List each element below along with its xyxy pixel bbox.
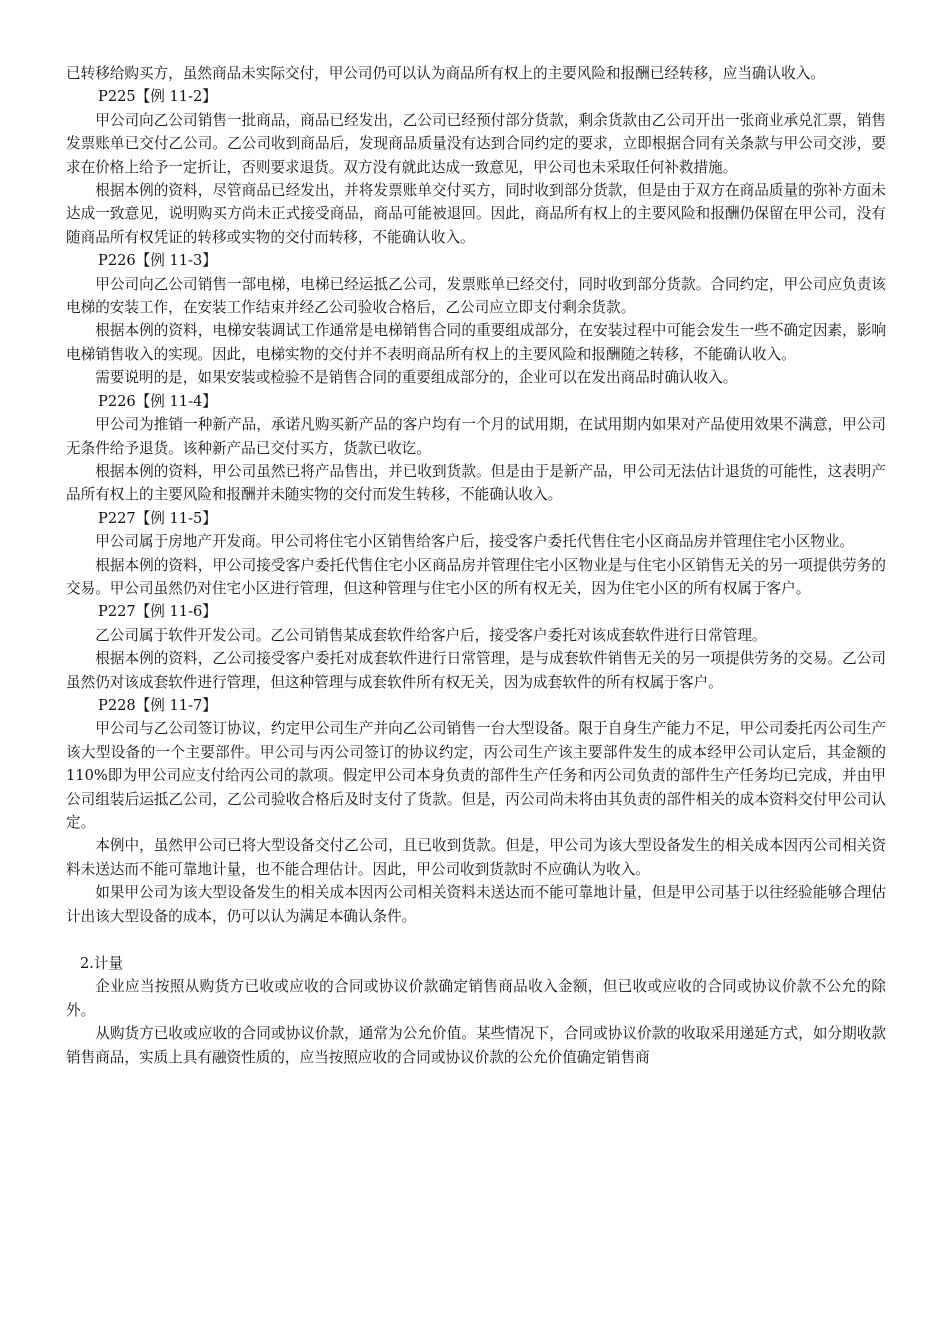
example-heading: P227【例 11-6】: [98, 603, 217, 621]
example-heading: P226【例 11-4】: [98, 392, 217, 410]
paragraph: 如果甲公司为该大型设备发生的相关成本因丙公司相关资料未送达而不能可靠地计量，但是甲公司基于以往经验能够合理估计出该大型设备的成本，仍可以认为满足本确认条件。: [66, 884, 886, 925]
paragraph: 根据本例的资料，电梯安装调试工作通常是电梯销售合同的重要组成部分，在安装过程中可能会发生一些不确定因素，影响电梯销售收入的实现。因此，电梯实物的交付并不表明商品所有权上的主要风险和报酬随之转移，不能确认收入。: [66, 322, 886, 363]
example-heading: P226【例 11-3】: [98, 252, 217, 270]
continued-paragraph: 已转移给购买方，虽然商品未实际交付，甲公司仍可以认为商品所有权上的主要风险和报酬已经转移，应当确认收入。: [66, 65, 825, 82]
paragraph: 根据本例的资料，甲公司接受客户委托代售住宅小区商品房并管理住宅小区物业是与住宅小区销售无关的另一项提供劳务的交易。甲公司虽然仍对住宅小区进行管理，但这种管理与住宅小区的所有权无关，因为住宅小区的所有权属于客户。: [66, 556, 886, 597]
example-heading: P227【例 11-5】: [98, 509, 217, 527]
document-page: [66, 62, 886, 1069]
section-heading: 2.计量: [80, 955, 124, 973]
example-heading: P228【例 11-7】: [98, 696, 217, 714]
paragraph: 甲公司向乙公司销售一部电梯，电梯已经运抵乙公司，发票账单已经交付，同时收到部分货款。合同约定，甲公司应负责该电梯的安装工作，在安装工作结束并经乙公司验收合格后，乙公司应立即支付剩余货款。: [66, 275, 886, 317]
paragraph: 乙公司属于软件开发公司。乙公司销售某成套软件给客户后，接受客户委托对该成套软件进行日常管理。: [95, 626, 767, 644]
paragraph: 本例中，虽然甲公司已将大型设备交付乙公司，且已收到货款。但是，甲公司为该大型设备发生的相关成本因丙公司相关资料未送达而不能可靠地计量，也不能合理估计。因此，甲公司收到货款时不应确认为收入。: [66, 837, 886, 878]
paragraph: 甲公司向乙公司销售一批商品，商品已经发出，乙公司已经预付部分货款，剩余货款由乙公司开出一张商业承兑汇票，销售发票账单已交付乙公司。乙公司收到商品后，发现商品质量没有达到合同约定的要求，立即根据合同有关条款与甲公司交涉，要求在价格上给予一定折让，否则要求退货。双方没有就此达成一致意见，甲公司也未采取任何补救措施。: [66, 111, 886, 176]
paragraph: 根据本例的资料，尽管商品已经发出，并将发票账单交付买方，同时收到部分货款，但是由于双方在商品质量的弥补方面未达成一致意见，说明购买方尚未正式接受商品，商品可能被退回。因此，商品所有权上的主要风险和报酬仍保留在甲公司，没有随商品所有权凭证的转移或实物的交付而转移，不能确认收入。: [66, 182, 886, 246]
paragraph: 根据本例的资料，甲公司虽然已将产品售出，并已收到货款。但是由于是新产品，甲公司无法估计退货的可能性，这表明产品所有权上的主要风险和报酬并未随实物的交付而发生转移，不能确认收入。: [66, 462, 886, 504]
paragraph: 需要说明的是，如果安装或检验不是销售合同的重要组成部分的，企业可以在发出商品时确认收入。: [95, 369, 738, 387]
paragraph: 甲公司与乙公司签订协议，约定甲公司生产并向乙公司销售一台大型设备。限于自身生产能力不足，甲公司委托丙公司生产该大型设备的一个主要部件。甲公司与丙公司签订的协议约定，丙公司生产该主要部件发生的成本经甲公司认定后，其金额的 110%即为甲公司应支付给丙公司的款项。假定甲公司本身负责的部件生产任务和丙公司负责的部件生产任务均已完成，并由甲公司组装后运抵乙公司，乙公司验收合格后及时支付了货款。但是，丙公司尚未将由其负责的部件相关的成本资料交付甲公司认定。: [66, 720, 886, 831]
paragraph: 企业应当按照从购货方已收或应收的合同或协议价款确定销售商品收入金额，但已收或应收的合同或协议价款不公允的除外。: [66, 978, 886, 1019]
example-heading: P225【例 11-2】: [98, 88, 217, 106]
section-gap: [66, 928, 886, 952]
paragraph: 甲公司属于房地产开发商。甲公司将住宅小区销售给客户后，接受客户委托代售住宅小区商品房并管理住宅小区物业。: [95, 533, 855, 551]
paragraph: 根据本例的资料，乙公司接受客户委托对成套软件进行日常管理，是与成套软件销售无关的另一项提供劳务的交易。乙公司虽然仍对该成套软件进行管理，但这种管理与成套软件所有权无关，因为成套软件的所有权属于客户。: [66, 650, 886, 691]
paragraph: 甲公司为推销一种新产品，承诺凡购买新产品的客户均有一个月的试用期，在试用期内如果对产品使用效果不满意，甲公司无条件给予退货。该种新产品已交付买方，货款已收讫。: [66, 416, 886, 457]
paragraph: 从购货方已收或应收的合同或协议价款，通常为公允价值。某些情况下，合同或协议价款的收取采用递延方式，如分期收款销售商品，实质上具有融资性质的，应当按照应收的合同或协议价款的公允价值确定销售商: [66, 1025, 886, 1066]
